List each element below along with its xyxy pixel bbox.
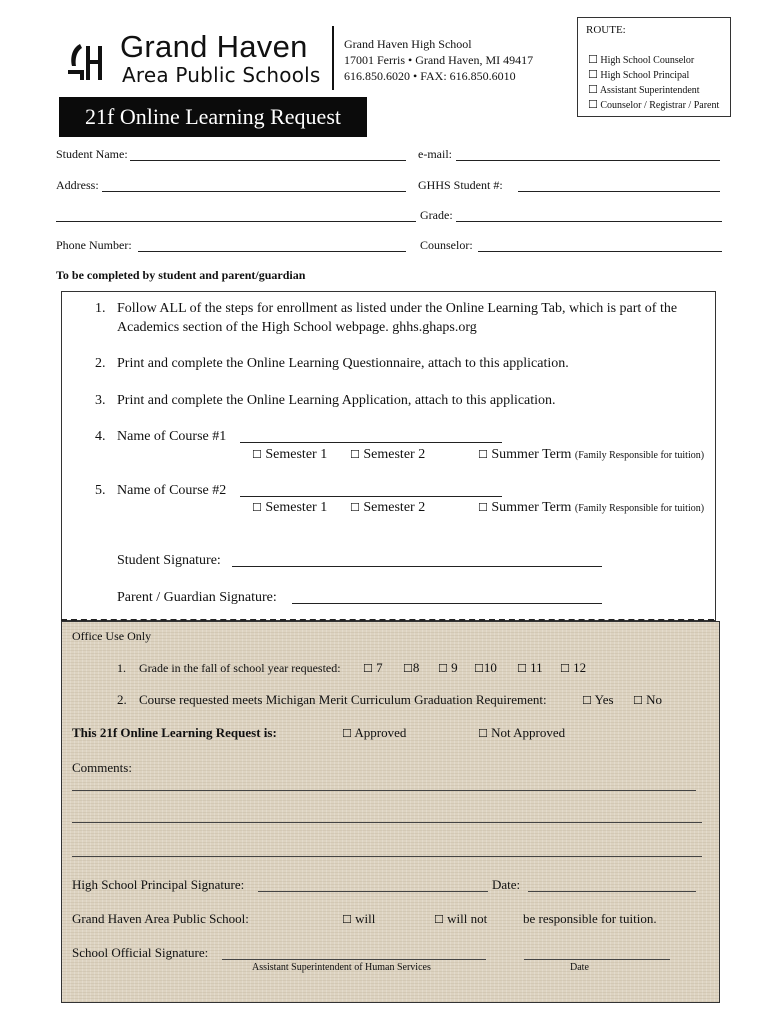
- address-line-2-field[interactable]: [56, 221, 416, 222]
- course-1-semester-1[interactable]: ☐ Semester 1: [252, 447, 328, 462]
- comments-line-3[interactable]: [72, 856, 702, 857]
- course-1-semester-2[interactable]: ☐ Semester 2: [350, 447, 426, 462]
- email-label: e-mail:: [418, 147, 452, 161]
- counselor-label: Counselor:: [420, 238, 473, 252]
- approved-option[interactable]: ☐ Approved: [342, 725, 407, 740]
- student-signature-label: Student Signature:: [117, 553, 221, 568]
- course-2-summer[interactable]: ☐ Summer Term (Family Responsible for tuition): [478, 500, 705, 515]
- course-1-field[interactable]: [240, 442, 502, 443]
- school-phone: 616.850.6020 • FAX: 616.850.6010: [344, 69, 516, 83]
- principal-signature-label: High School Principal Signature:: [72, 877, 245, 892]
- checkbox-icon[interactable]: ☐: [403, 662, 413, 675]
- checkbox-icon[interactable]: ☐: [252, 501, 262, 514]
- student-name-label: Student Name:: [56, 147, 128, 161]
- official-date-field[interactable]: [524, 959, 670, 960]
- counselor-field[interactable]: [478, 251, 722, 252]
- principal-date-field[interactable]: [528, 891, 696, 892]
- course-2-semester-1[interactable]: ☐ Semester 1: [252, 500, 328, 515]
- official-signature-label: School Official Signature:: [72, 945, 209, 960]
- school-info: [344, 36, 533, 84]
- checkbox-icon[interactable]: ☐: [478, 448, 488, 461]
- student-number-field[interactable]: [518, 191, 720, 192]
- checkbox-icon[interactable]: ☐: [434, 913, 444, 926]
- checkbox-icon[interactable]: ☐: [342, 727, 352, 740]
- instruction-text: To be completed by student and parent/guardian: [56, 268, 306, 282]
- route-item-registrar[interactable]: ☐ Counselor / Registrar / Parent: [588, 98, 720, 111]
- checkbox-icon[interactable]: ☐: [517, 662, 527, 675]
- not-approved-option[interactable]: ☐ Not Approved: [478, 725, 566, 740]
- request-status-label: This 21f Online Learning Request is:: [72, 725, 277, 740]
- address-field[interactable]: [102, 191, 406, 192]
- principal-date-label: Date:: [492, 877, 521, 892]
- comments-label: Comments:: [72, 760, 132, 775]
- grade-question: Grade in the fall of school year requested:: [139, 661, 341, 675]
- checkbox-icon[interactable]: ☐: [474, 662, 484, 675]
- parent-signature-field[interactable]: [292, 603, 602, 604]
- checkbox-icon[interactable]: ☐: [438, 662, 448, 675]
- checkbox-icon[interactable]: ☐: [582, 694, 592, 707]
- merit-no-option[interactable]: ☐ No: [633, 692, 663, 707]
- grade-label: Grade:: [420, 208, 453, 222]
- checkbox-icon[interactable]: ☐: [588, 68, 598, 81]
- grade-option-10[interactable]: ☐10: [474, 660, 497, 675]
- grade-option-7[interactable]: ☐ 7: [363, 660, 383, 675]
- address-label: Address:: [56, 178, 99, 192]
- office-title: Office Use Only: [72, 629, 152, 643]
- checkbox-icon[interactable]: ☐: [588, 53, 598, 66]
- route-item-counselor[interactable]: ☐ High School Counselor: [588, 53, 695, 66]
- phone-field[interactable]: [138, 251, 406, 252]
- form-title: 21f Online Learning Request: [59, 97, 367, 137]
- student-number-label: GHHS Student #:: [418, 178, 503, 192]
- tuition-text: be responsible for tuition.: [523, 911, 657, 926]
- route-title: ROUTE:: [586, 24, 626, 36]
- grade-option-9[interactable]: ☐ 9: [438, 660, 458, 675]
- comments-line-1[interactable]: [72, 790, 696, 791]
- course-2-semester-2[interactable]: ☐ Semester 2: [350, 500, 426, 515]
- merit-question: Course requested meets Michigan Merit Curriculum Graduation Requirement:: [139, 692, 547, 707]
- checkbox-icon[interactable]: ☐: [478, 727, 488, 740]
- checkbox-icon[interactable]: ☐: [633, 694, 643, 707]
- checkbox-icon[interactable]: ☐: [342, 913, 352, 926]
- checkbox-icon[interactable]: ☐: [478, 501, 488, 514]
- route-item-principal[interactable]: ☐ High School Principal: [588, 68, 690, 81]
- grade-field[interactable]: [456, 221, 722, 222]
- header-divider: [332, 26, 334, 90]
- merit-yes-option[interactable]: ☐ Yes: [582, 692, 614, 707]
- checkbox-icon[interactable]: ☐: [350, 501, 360, 514]
- will-option[interactable]: ☐ will: [342, 911, 376, 926]
- grade-option-8[interactable]: ☐8: [403, 660, 420, 675]
- phone-label: Phone Number:: [56, 238, 132, 252]
- route-item-superintendent[interactable]: ☐ Assistant Superintendent: [588, 83, 700, 96]
- grade-option-11[interactable]: ☐ 11: [517, 660, 543, 675]
- will-not-option[interactable]: ☐ will not: [434, 911, 488, 926]
- parent-signature-label: Parent / Guardian Signature:: [117, 590, 277, 605]
- grade-option-12[interactable]: ☐ 12: [560, 660, 587, 675]
- checkbox-icon[interactable]: ☐: [588, 98, 598, 111]
- route-box: [577, 17, 731, 117]
- checkbox-icon[interactable]: ☐: [350, 448, 360, 461]
- course-1-summer[interactable]: ☐ Summer Term (Family Responsible for tuition): [478, 447, 705, 462]
- district-label: Grand Haven Area Public School:: [72, 911, 249, 926]
- official-caption: Assistant Superintendent of Human Services: [252, 962, 431, 973]
- date-caption: Date: [570, 962, 589, 973]
- district-logo-icon: [66, 40, 106, 84]
- checkbox-icon[interactable]: ☐: [560, 662, 570, 675]
- merit-item-num: 2.: [117, 692, 127, 707]
- student-name-field[interactable]: [130, 160, 406, 161]
- checkbox-icon[interactable]: ☐: [252, 448, 262, 461]
- school-name: Grand Haven High School: [344, 37, 472, 51]
- logo-subtitle: Area Public Schools: [122, 63, 321, 87]
- course-2-field[interactable]: [240, 496, 502, 497]
- grade-item-num: 1.: [117, 661, 126, 675]
- comments-line-2[interactable]: [72, 822, 702, 823]
- student-signature-field[interactable]: [232, 566, 602, 567]
- principal-signature-field[interactable]: [258, 891, 488, 892]
- logo-title: Grand Haven: [120, 29, 308, 64]
- checkbox-icon[interactable]: ☐: [363, 662, 373, 675]
- official-signature-field[interactable]: [222, 959, 486, 960]
- school-address: 17001 Ferris • Grand Haven, MI 49417: [344, 53, 534, 67]
- email-field[interactable]: [456, 160, 720, 161]
- checkbox-icon[interactable]: ☐: [588, 83, 598, 96]
